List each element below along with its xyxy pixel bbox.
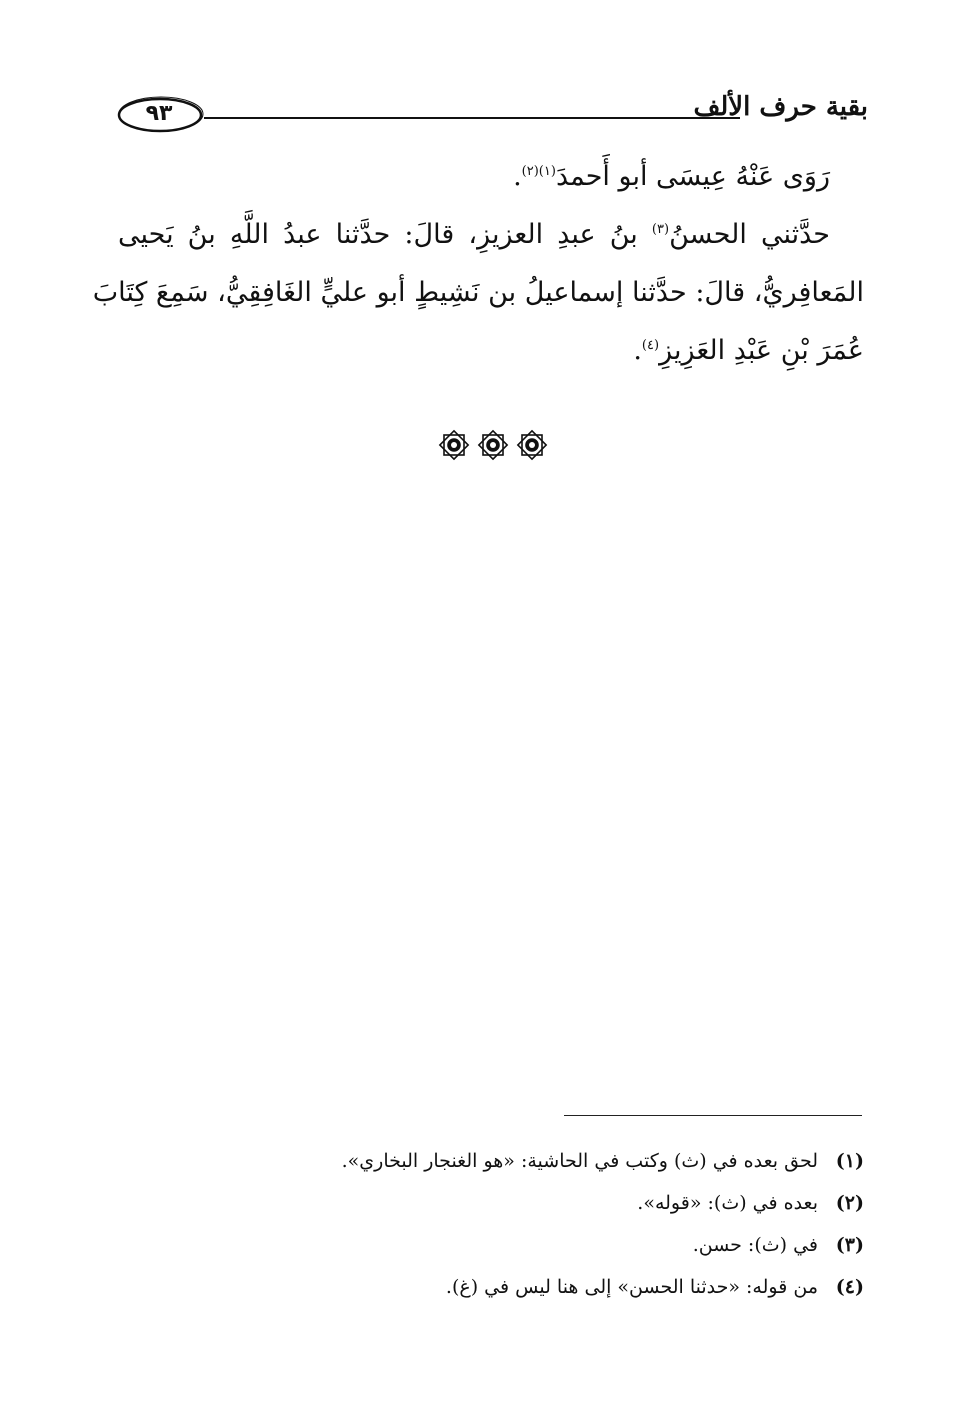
header-rule [204, 117, 740, 119]
footnote-separator [564, 1115, 862, 1116]
sentence-end: . [633, 335, 642, 366]
footnote-text: في (ث): حسن. [692, 1234, 818, 1256]
footnote-number: (١) [835, 1150, 864, 1172]
page-header [112, 88, 868, 144]
page-number: ٩٣ [145, 101, 173, 126]
narrator-text: رَوَى عَنْهُ عِيسَى أبو أَحمدَ [555, 161, 830, 192]
footnote-text: من قوله: «حدثنا الحسن» إلى هنا ليس في (غ). [445, 1276, 818, 1298]
page-number-badge [116, 94, 206, 134]
section-ornament [438, 428, 548, 462]
footnote-number: (٣) [835, 1234, 864, 1256]
text-line [118, 322, 864, 380]
chain-text: حدَّثني الحسنُ [669, 219, 830, 250]
footnote-item [200, 1140, 864, 1182]
sentence-end: . [513, 161, 522, 192]
chain-text: بنُ عبدِ العزيزِ، قالَ: حدَّثنا عبدُ اللَّهِ بنُ يَحيى [118, 219, 638, 250]
text-line: المَعافِريُّ، قالَ: حدَّثنا إسماعيلُ بن نَشِيطٍ أبو عليٍّ الغَافِقِيُّ، سَمِعَ كِتَابَ [92, 277, 864, 308]
footnote-number: (٤) [835, 1276, 864, 1298]
footnotes [200, 1140, 864, 1308]
footnote-text: لحق بعده في (ث) وكتب في الحاشية: «هو الغنجار البخاري». [341, 1150, 818, 1172]
text-line [118, 206, 864, 264]
chain-text: عُمَرَ بْنِ عَبْدِ العَزِيزِ [659, 335, 864, 366]
footnote-ref[interactable]: (٤) [641, 338, 660, 353]
footnote-text: بعده في (ث): «قوله». [637, 1192, 818, 1214]
rosette-icon [438, 429, 470, 461]
footnote-number: (٢) [835, 1192, 864, 1214]
main-text [92, 148, 864, 380]
text-line [118, 148, 864, 206]
footnote-ref[interactable]: (٣) [651, 222, 670, 237]
rosette-icon [516, 429, 548, 461]
footnote-item [200, 1182, 864, 1224]
running-title: بقية حرف الألف [693, 92, 868, 122]
rosette-icon [477, 429, 509, 461]
paragraph-1 [118, 148, 864, 206]
footnote-ref[interactable]: (١)(٢) [521, 164, 556, 179]
footnote-item [200, 1224, 864, 1266]
footnote-item [200, 1266, 864, 1308]
paragraph-2 [92, 206, 864, 380]
